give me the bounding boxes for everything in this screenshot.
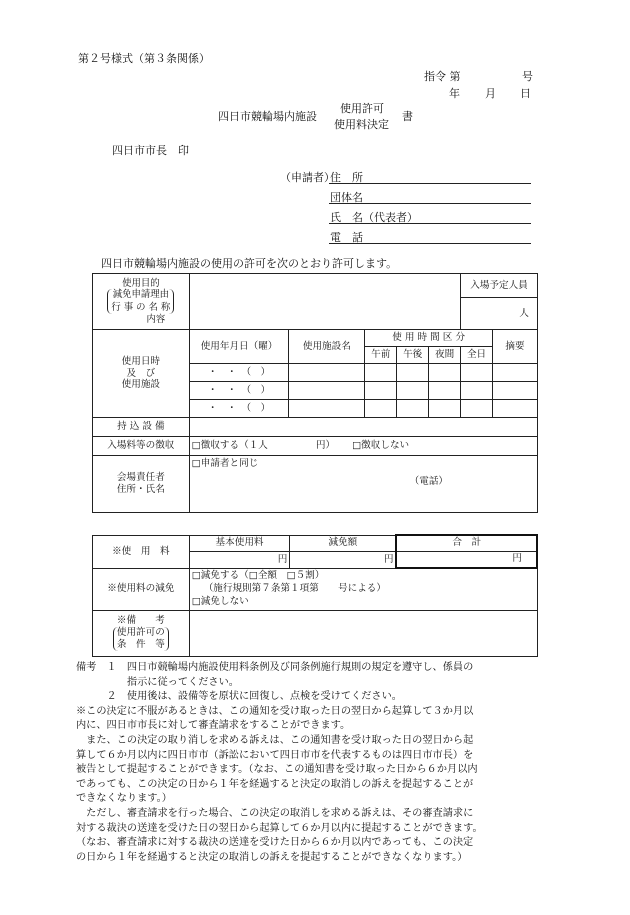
applicant-address-line [329,183,531,184]
usage-label-line: 使用施設 [121,379,161,391]
applicant-organization-label: 団体名 [330,191,363,204]
addressee: 四日市市長 印 [112,144,189,157]
applicant-organization-line [329,203,531,204]
time-morning-input[interactable] [365,400,397,418]
note-line: 算して６か月以内に四日市市（訴訟において四日市市を代表するものは四日市市長）を [76,749,474,761]
note-line: の日から１年を経過すると決定の取消しの訴えを提起することができなくなります。） [76,851,468,863]
usage-label-cell [93,330,190,418]
notes-label-cell [93,610,190,656]
note-line: また、この決定の取り消しを求める訴えは、この通知書を受け取った日の翌日から起 [76,734,474,746]
equipment-input[interactable] [189,418,537,437]
facility-input[interactable] [289,364,365,382]
conditions-input[interactable] [189,610,537,656]
remarks-input[interactable] [493,400,538,418]
time-all-day-input[interactable] [461,364,493,382]
date-day: 日 [520,87,531,100]
time-all-day-input[interactable] [461,400,493,418]
equipment-label: 持 込 設 備 [93,418,190,437]
time-afternoon-input[interactable] [397,364,429,382]
time-slot-all-day: 全日 [461,347,493,364]
reduction-amount-header: 減免額 [290,535,397,551]
fee-label: ※使 用 料 [93,535,190,568]
facility-input[interactable] [289,382,365,400]
manager-input[interactable] [189,456,537,513]
notes-label-line: ※備 考 [116,614,165,626]
note-line: であっても、この決定の日から１年を経過すると決定の取消しの訴えを提起することが [76,778,474,790]
reduction-amount-input[interactable] [290,551,397,568]
notes-bracket [113,627,169,652]
purpose-label-line: 行 事 の 名 称 [111,301,171,313]
note-line: ※この決定に不服があるときは、この通知を受け取った日の翌日から起算して３か月以 [76,705,474,717]
purpose-label-line: 減免申請理由 [112,289,169,301]
title-prefix: 四日市競輪場内施設 [218,110,317,123]
yen-unit: 円 [512,553,522,565]
note-line: 内に、四日市市長に対して審査請求をすることができます。 [76,720,351,732]
manager-label-line: 住所・氏名 [116,484,165,495]
time-afternoon-input[interactable] [397,382,429,400]
title-option-fee: 使用料決定 [334,118,389,131]
applicant-name-label: 氏 名（代表者） [330,211,418,224]
time-division-header: 使 用 時 間 区 分 [365,330,493,347]
issue-suffix: 号 [522,70,533,83]
entry-fee-label: 入場料等の徴収 [93,437,190,456]
purpose-label-cell [93,274,190,330]
usage-date-input[interactable]: ・ ・ （ ） [189,382,289,400]
usage-label-line: 使用日時 [121,355,161,367]
time-night-input[interactable] [429,364,461,382]
note-line: 指示に従ってください。 [76,676,239,688]
intro-text: 四日市競輪場内施設の使用の許可を次のとおり許可します。 [101,257,398,270]
time-slot-night: 夜間 [429,347,461,364]
yen-unit: 円 [383,553,394,565]
entry-fee-collect-checkbox[interactable]: □徴収する（１人 円） [191,440,336,451]
manager-phone-label: （電話） [409,475,449,487]
time-night-input[interactable] [429,400,461,418]
note-line: 対する裁決の送達を受けた日の翌日から起算して６か月以内に提起することができます。 [76,822,483,834]
note-line: 被告として提起することができます。（なお、この通知書を受け取った日から６か月以内 [76,764,478,776]
fee-table [92,534,538,657]
purpose-bracket [107,289,174,313]
base-fee-input[interactable] [189,551,290,568]
note-line: ２ 使用後は、設備等を原状に回復し、点検を受けてください。 [76,691,402,703]
time-morning-input[interactable] [365,382,397,400]
note-line: ただし、審査請求を行った場合、この決定の取消しを求める訴えは、その審査請求に [76,807,474,819]
manager-label-cell [93,456,190,513]
time-slot-afternoon: 午後 [397,347,429,364]
attendance-input[interactable] [461,298,538,330]
entry-fee-options [189,437,537,456]
applicant-name-line [329,223,531,224]
note-line: できなくなります。） [76,793,172,805]
usage-date-header: 使用年月日（曜） [189,330,289,364]
total-header: 合 計 [396,535,537,551]
date-month: 月 [485,87,496,100]
permit-form-table [92,273,538,513]
reduction-none-checkbox[interactable]: □減免しない [191,595,249,607]
remarks-input[interactable] [493,382,538,400]
note-line: （なお、審査請求に対する裁決の送達を受けた日から６か月以内であっても、この決定 [76,837,474,849]
time-morning-input[interactable] [365,364,397,382]
purpose-label-line: 内容 [146,313,166,325]
yen-unit: 円 [277,553,288,565]
manager-label-line: 会場責任者 [116,472,165,484]
time-afternoon-input[interactable] [397,400,429,418]
time-all-day-input[interactable] [461,382,493,400]
directive-label: 指令 第 [424,70,461,83]
notes-section [76,661,560,865]
applicant-label: （申請者） [280,171,335,184]
purpose-input[interactable] [189,274,460,330]
facility-header: 使用施設名 [289,330,365,364]
purpose-label-line: 使用目的 [122,277,160,289]
usage-date-input[interactable]: ・ ・ （ ） [189,364,289,382]
notes-label-line: 条 件 等 [116,638,165,650]
date-year: 年 [449,87,460,100]
remarks-input[interactable] [493,364,538,382]
applicant-address-label: 住 所 [330,171,363,184]
facility-input[interactable] [289,400,365,418]
notes-label-line: 使用許可の [116,626,165,638]
title-suffix: 書 [402,110,413,123]
remarks-header: 摘要 [493,330,538,364]
same-as-applicant-checkbox[interactable]: □申請者と同じ [191,458,259,469]
usage-date-input[interactable]: ・ ・ （ ） [189,400,289,418]
reduction-options [189,568,537,610]
applicant-phone-line [329,243,531,244]
title-option-permit: 使用許可 [340,102,384,115]
person-unit: 人 [519,307,529,319]
base-fee-header: 基本使用料 [189,535,290,551]
entry-fee-none-checkbox[interactable]: □徴収しない [352,440,410,451]
applicant-phone-label: 電 話 [330,231,363,244]
time-slot-morning: 午前 [365,347,397,364]
usage-label-line: 及 び [126,367,156,379]
reduction-rule-text: （施行規則第７条第１項第 号による） [203,582,386,594]
reduction-label: ※使用料の減免 [93,568,190,610]
note-line: 備考 １ 四日市競輪場内施設使用料条例及び同条例施行規則の規定を遵守し、係員の [76,662,474,673]
attendance-header: 入場予定人員 [461,274,538,298]
time-night-input[interactable] [429,382,461,400]
total-input[interactable] [396,551,537,568]
form-number: 第２号様式（第３条関係） [78,52,210,65]
reduction-apply-checkbox[interactable]: □減免する（□全額 □５割） [191,569,325,581]
